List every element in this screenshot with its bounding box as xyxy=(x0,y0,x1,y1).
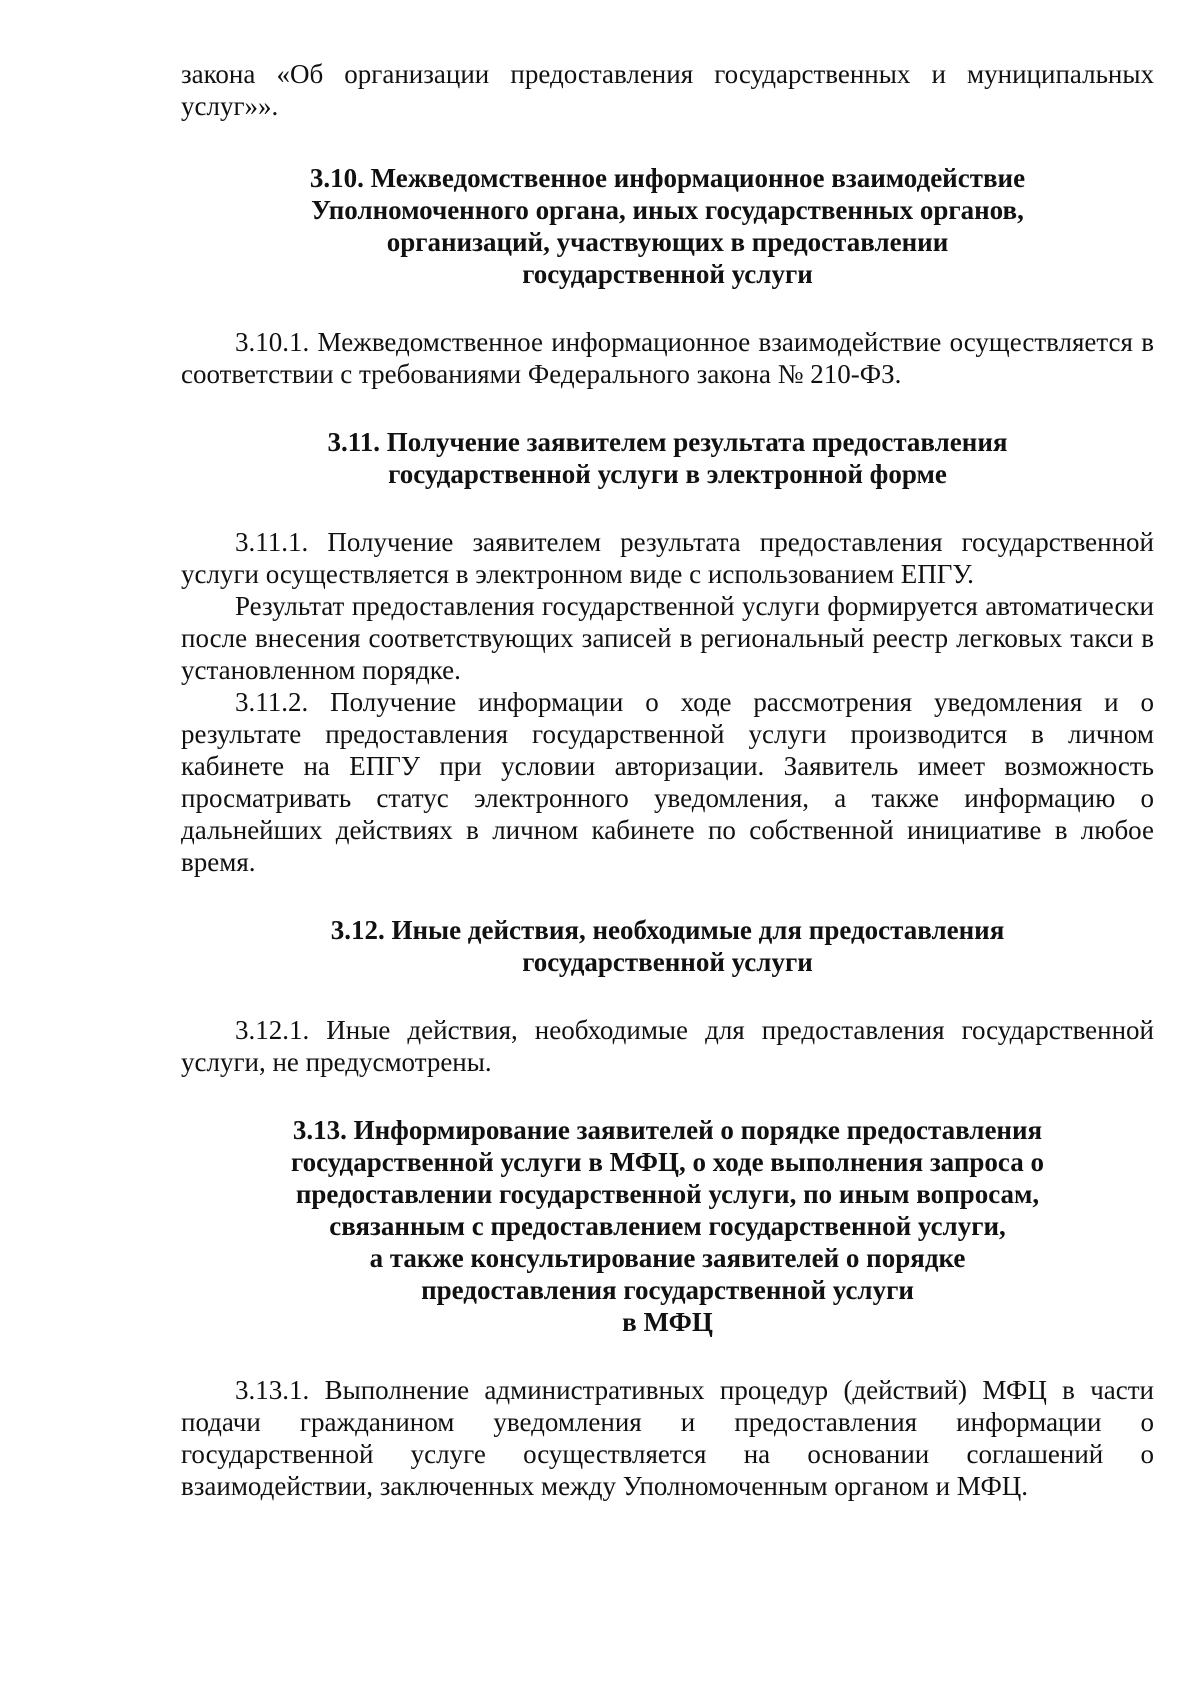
heading-line: государственной услуги в электронной форме xyxy=(388,459,947,489)
heading-line: а также консультирование заявителей о порядке xyxy=(369,1243,966,1273)
heading-line: Уполномоченного органа, иных государственных органов, xyxy=(311,195,1024,225)
heading-line: предоставления государственной услуги xyxy=(421,1275,914,1305)
heading-line: государственной услуги в МФЦ, о ходе выполнения запроса о xyxy=(291,1147,1044,1177)
paragraph-3-11-2: 3.11.2. Получение информации о ходе рассмотрения уведомления и о результате предоставления государственной услуги производится в личном кабинете на ЕПГУ при условии авторизации. Заявитель имеет возможность просматривать статус электронного уведомления, а также информацию о дальнейших действиях в личном кабинете по собственной инициативе в любое время. xyxy=(181,687,1154,877)
section-3-10-heading xyxy=(181,162,1154,290)
heading-line: 3.11. Получение заявителем результата предоставления xyxy=(327,427,1008,457)
heading-line: государственной услуги xyxy=(522,947,813,977)
paragraph-3-11-1-result: Результат предоставления государственной услуги формируется автоматически после внесения соответствующих записей в региональный реестр легковых такси в установленном порядке. xyxy=(181,591,1154,685)
document-body xyxy=(181,58,1154,1502)
heading-line: в МФЦ xyxy=(622,1307,713,1337)
heading-line: связанным с предоставлением государственной услуги, xyxy=(329,1211,1006,1241)
heading-line: предоставлении государственной услуги, по иным вопросам, xyxy=(295,1179,1040,1209)
intro-paragraph: закона «Об организации предоставления государственных и муниципальных услуг»». xyxy=(181,59,1154,121)
heading-line: 3.10. Межведомственное информационное взаимодействие xyxy=(309,163,1026,193)
heading-line: государственной услуги xyxy=(522,259,813,289)
paragraph-3-12-1: 3.12.1. Иные действия, необходимые для предоставления государственной услуги, не предусмотрены. xyxy=(181,1015,1154,1077)
section-3-11-heading xyxy=(181,426,1154,490)
section-3-13-heading xyxy=(181,1114,1154,1338)
paragraph-3-10-1: 3.10.1. Межведомственное информационное взаимодействие осуществляется в соответствии с требованиями Федерального закона № 210-ФЗ. xyxy=(181,327,1154,389)
paragraph-3-11-1: 3.11.1. Получение заявителем результата предоставления государственной услуги осуществляется в электронном виде с использованием ЕПГУ. xyxy=(181,527,1154,589)
section-3-12-heading xyxy=(181,914,1154,978)
heading-line: 3.12. Иные действия, необходимые для предоставления xyxy=(330,915,1005,945)
heading-line: 3.13. Информирование заявителей о порядке предоставления xyxy=(292,1115,1043,1145)
paragraph-3-13-1: 3.13.1. Выполнение административных процедур (действий) МФЦ в части подачи гражданином уведомления и предоставления информации о государственной услуге осуществляется на основании соглашений о взаимодействии, заключенных между Уполномоченным органом и МФЦ. xyxy=(181,1375,1154,1501)
heading-line: организаций, участвующих в предоставлении xyxy=(386,227,949,257)
